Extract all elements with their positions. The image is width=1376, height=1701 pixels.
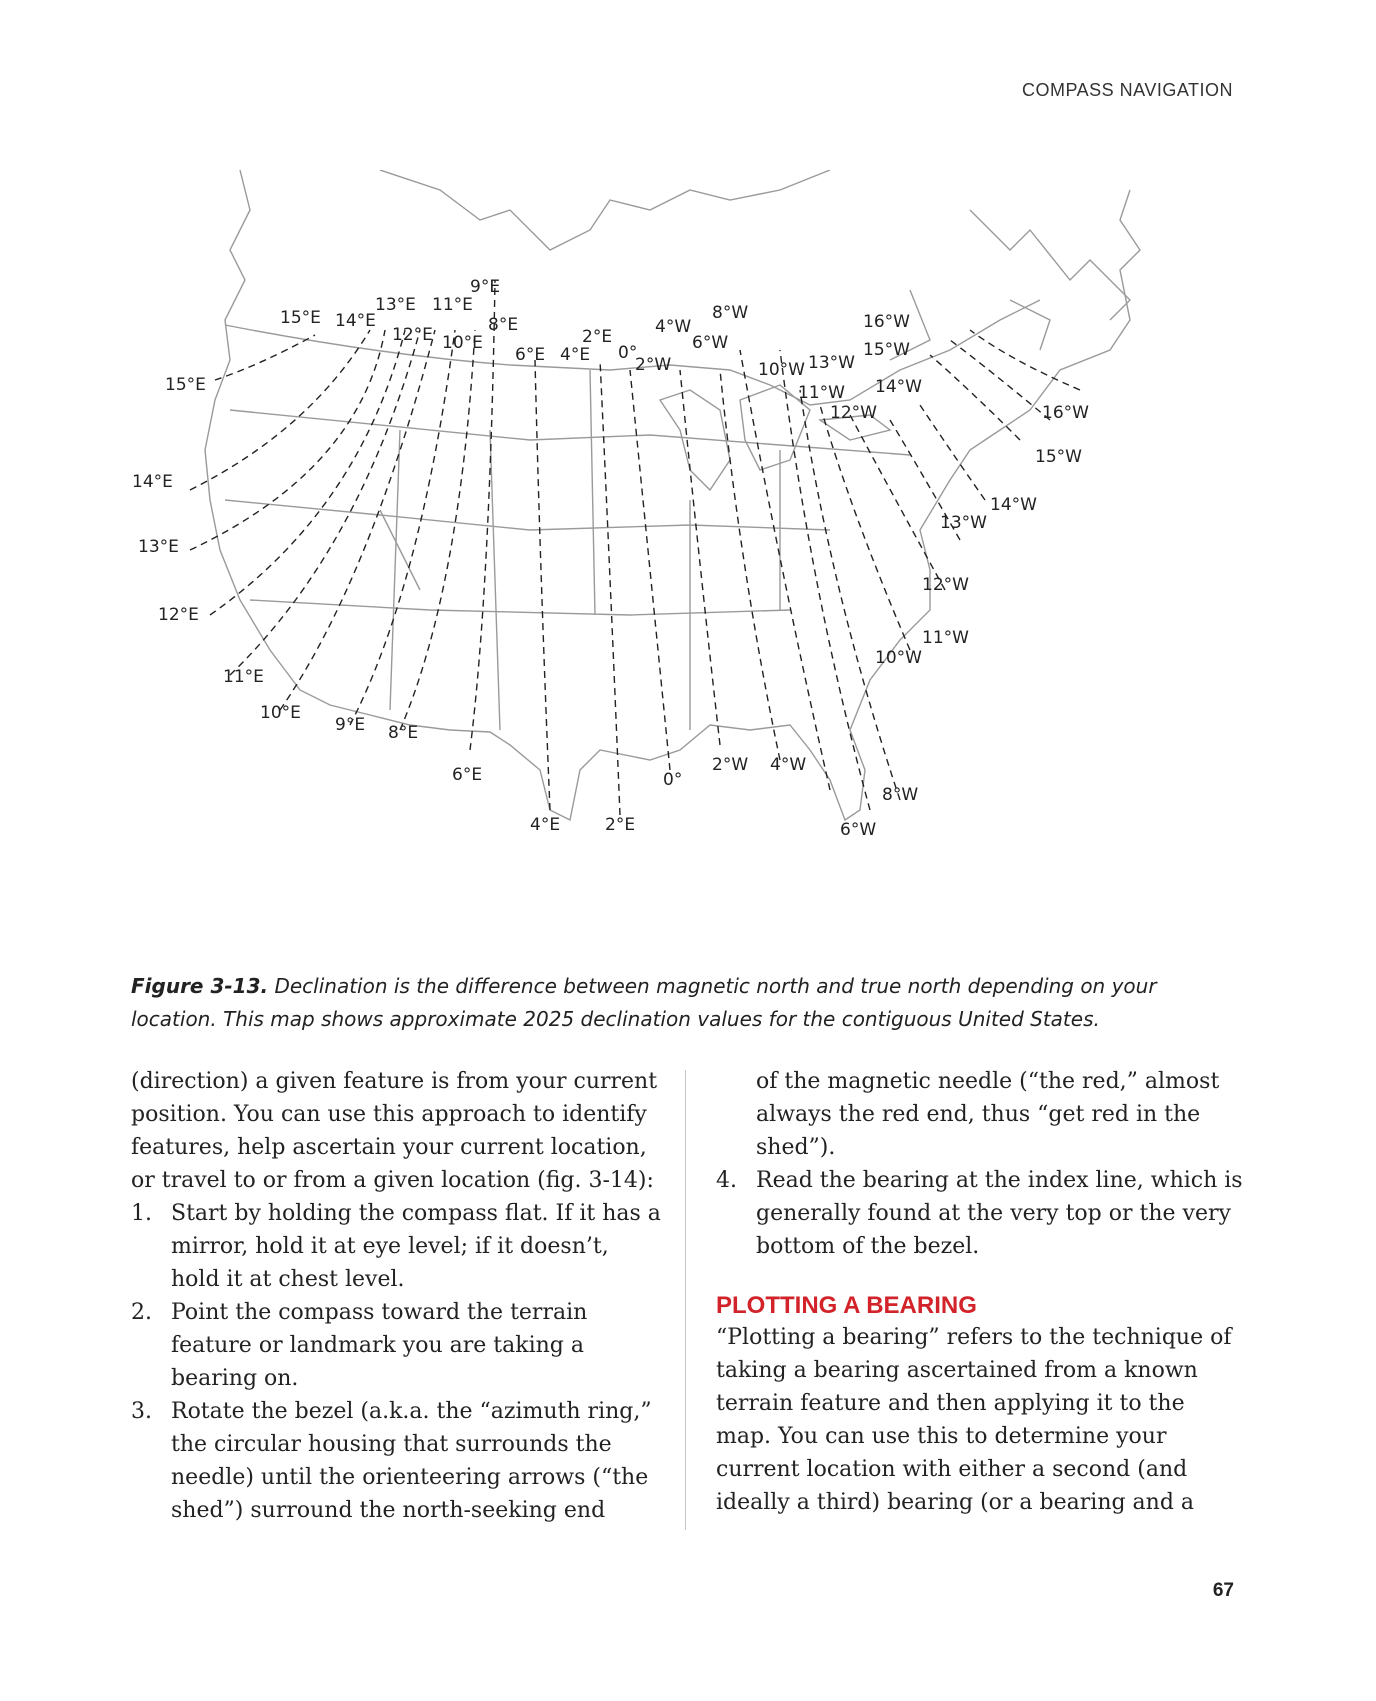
paragraph: “Plotting a bearing” refers to the technique of taking a bearing ascertained from a known terrain feature and then applying it to the map. You can use this to determine your current location with either a second (and ideally a third) bearing (or a bearing and a [716,1325,1232,1515]
list-text: Point the compass toward the terrain feature or landmark you are taking a bearing on. [171,1300,588,1391]
map-label: 12°E [158,605,199,625]
list-number: 1. [131,1201,152,1226]
list-item [131,1395,661,1527]
declination-map [130,170,1260,930]
list-text: Rotate the bezel (a.k.a. the “azimuth ring,” the circular housing that surrounds the needle) until the orienteering arrows (“the shed”) surround the north-seeking end [171,1399,652,1523]
map-label: 16°W [1042,403,1089,423]
map-label: 14°W [875,377,922,397]
map-label: 14°E [132,472,173,492]
map-label: 11°W [798,383,845,403]
map-label: 6°E [515,345,546,365]
section-heading: PLOTTING A BEARING [716,1292,977,1319]
state-lines [225,370,910,730]
map-label: 14°W [990,495,1037,515]
map-label: 6°E [452,765,483,785]
coastline-east [890,210,1130,360]
paragraph: of the magnetic needle (“the red,” almost always the red end, thus “get red in the shed”). [756,1069,1220,1160]
map-label: 13°W [940,513,987,533]
declination-map-icon [130,170,1260,930]
running-head: COMPASS NAVIGATION [1021,80,1233,100]
list-number: 3. [131,1399,152,1424]
map-label: 8°W [712,303,749,323]
paragraph: (direction) a given feature is from your current position. You can use this approach to identify features, help ascertain your current location, or travel to or from a given location (fig. 3-14): [131,1069,658,1193]
map-label: 4°W [770,755,807,775]
map-label: 2°W [712,755,749,775]
map-label: 13°E [138,537,179,557]
page-number: 67 [1212,1580,1234,1601]
map-label: 0° [618,343,638,363]
list-item [131,1197,661,1296]
map-label: 2°E [582,327,613,347]
great-lakes [660,385,890,490]
map-label: 0° [663,770,683,790]
figure-label: Figure 3-13. [131,974,269,998]
map-label: 8°E [388,723,419,743]
map-label: 4°E [560,345,591,365]
map-label: 11°E [223,667,264,687]
figure-caption-text: Declination is the difference between magnetic north and true north depending on your location. This map shows approximate 2025 declination values for the contiguous United States. [131,974,1157,1031]
map-label: 8°E [488,315,519,335]
map-label: 14°E [335,311,376,331]
list-number: 4. [716,1168,737,1193]
figure-caption [131,970,1241,1036]
list-number: 2. [131,1300,152,1325]
left-column [131,1065,661,1527]
map-label: 12°W [830,403,877,423]
map-label: 11°E [432,295,473,315]
map-label: 15°W [863,340,910,360]
map-label: 9°E [470,277,501,297]
map-label: 13°W [808,353,855,373]
column-divider [685,1070,686,1530]
list-item [716,1164,1246,1263]
map-label: 4°E [530,815,561,835]
map-label: 10°E [260,703,301,723]
map-label: 4°W [655,317,692,337]
map-label: 10°W [758,360,805,380]
map-label: 10°E [442,333,483,353]
map-label: 9°E [335,715,366,735]
list-text: Start by holding the compass flat. If it has a mirror, hold it at eye level; if it doesn’t, hold it at chest level. [171,1201,661,1292]
map-label: 12°W [922,575,969,595]
map-label: 16°W [863,312,910,332]
map-label: 15°E [165,375,206,395]
map-label: 2°W [635,355,672,375]
coastline-north [380,170,830,250]
map-label: 15°W [1035,447,1082,467]
map-label: 8°W [882,785,919,805]
list-item [131,1296,661,1395]
map-label: 10°W [875,648,922,668]
map-label: 15°E [280,308,321,328]
map-label: 6°W [840,820,877,840]
map-label: 12°E [392,325,433,345]
map-label: 13°E [375,295,416,315]
map-label: 2°E [605,815,636,835]
map-label: 11°W [922,628,969,648]
list-text: Read the bearing at the index line, which is generally found at the very top or the very bottom of the bezel. [756,1168,1243,1259]
map-label: 6°W [692,333,729,353]
right-column [716,1065,1246,1519]
